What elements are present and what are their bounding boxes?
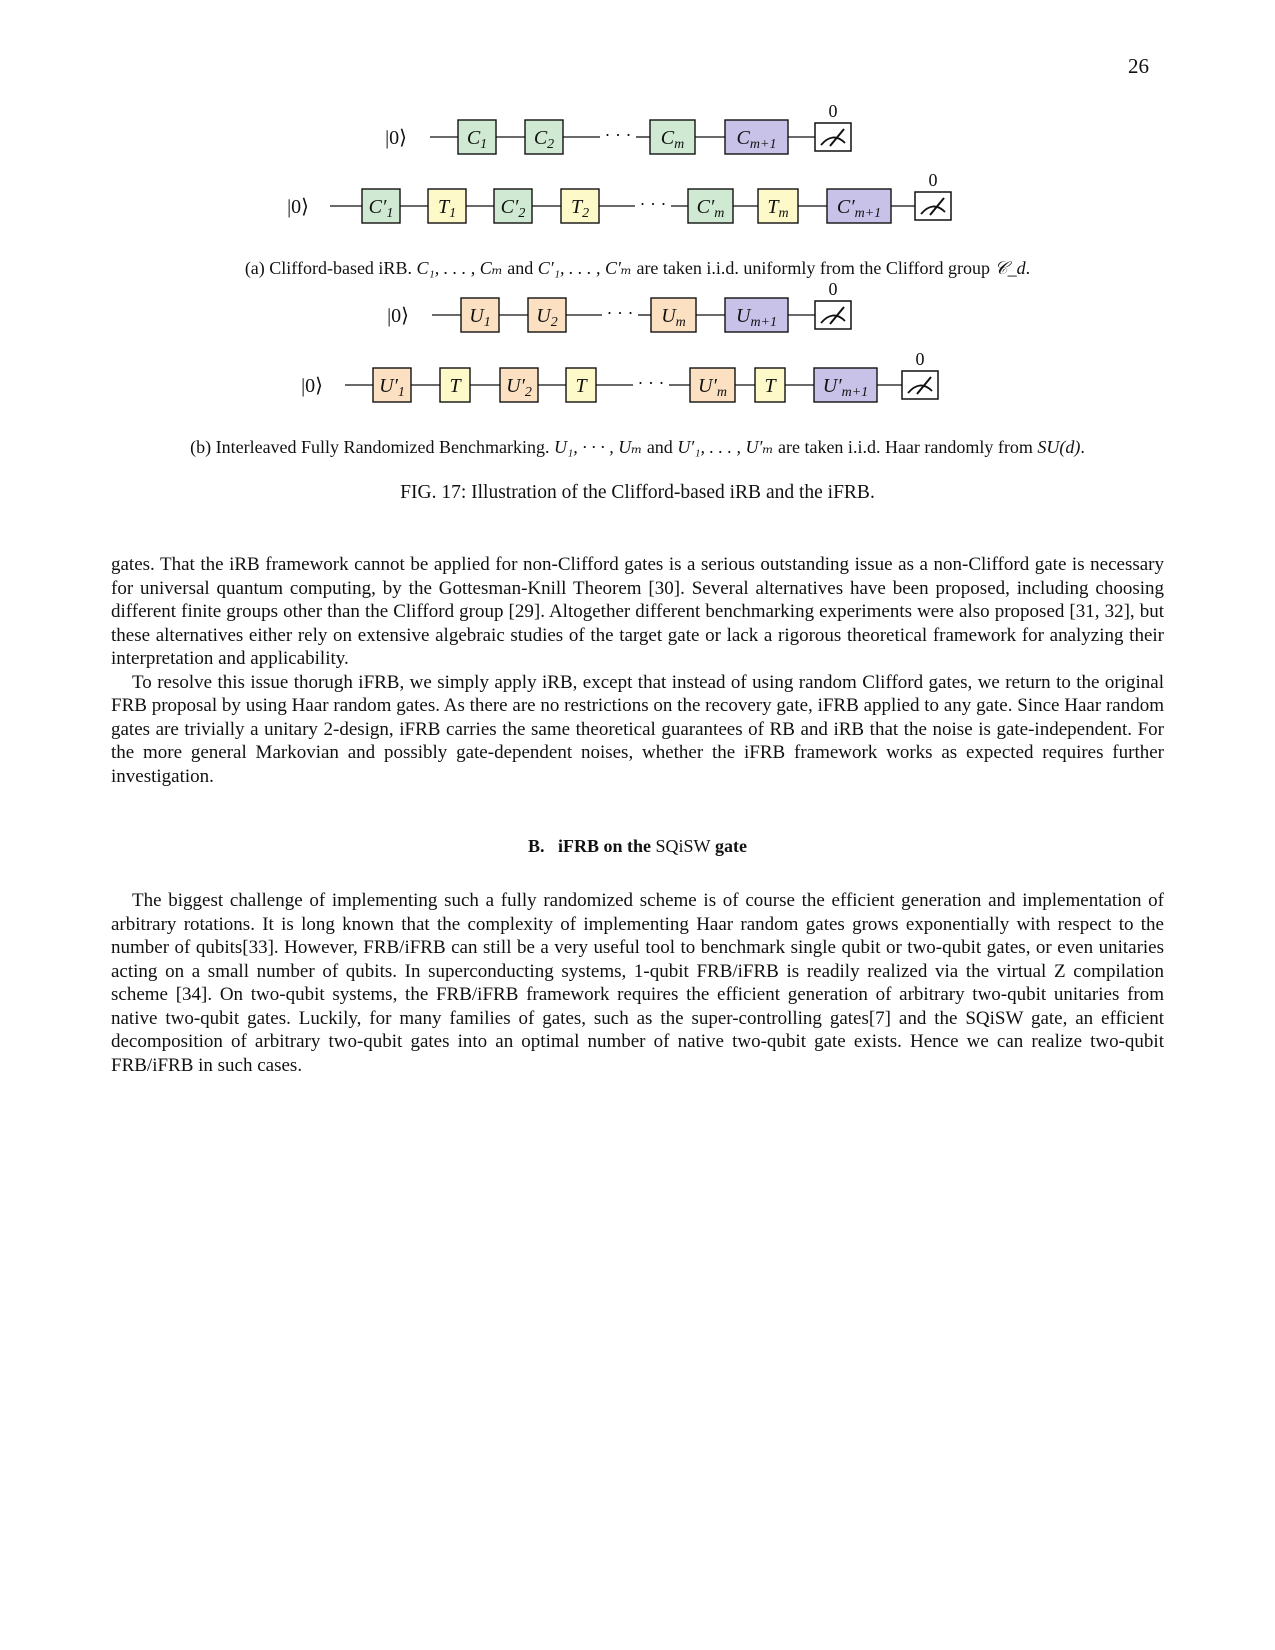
figure-caption: FIG. 17: Illustration of the Clifford-based iRB and the iFRB. bbox=[400, 482, 875, 503]
gate-label: $C'_m$ bbox=[696, 196, 725, 221]
gate-label: $T_2$ bbox=[570, 196, 590, 221]
ellipsis: · · · bbox=[639, 194, 667, 214]
subcaption-b-seq2: U′₁, . . . , U′ₘ bbox=[677, 437, 774, 457]
gate-label: $U_m$ bbox=[661, 305, 686, 330]
subcaption-a-and: and bbox=[502, 258, 538, 278]
gate-label: $U'_m$ bbox=[698, 375, 727, 400]
gate-label: $C'_1$ bbox=[368, 196, 394, 221]
gate-label: T bbox=[449, 375, 461, 397]
section-title: iFRB on the bbox=[558, 836, 652, 856]
subcaption-a-prefix: (a) Clifford-based iRB. bbox=[244, 258, 417, 278]
body-text-block-1 bbox=[111, 553, 1164, 788]
input-state-label: |0⟩ bbox=[287, 196, 309, 218]
gate-label: $U'_{m+1}$ bbox=[822, 375, 869, 400]
subcaption-a-group: 𝒞_d bbox=[994, 258, 1026, 278]
input-state-label: |0⟩ bbox=[385, 127, 407, 149]
body-text-block-2 bbox=[111, 889, 1164, 1077]
gate-label: $C_{m+1}$ bbox=[736, 127, 777, 152]
measurement-outcome: 0 bbox=[828, 279, 838, 299]
gate-label: $T_1$ bbox=[437, 196, 457, 221]
subcaption-a-seq2: C′₁, . . . , C′ₘ bbox=[537, 258, 632, 278]
paragraph-1: gates. That the iRB framework cannot be applied for non-Clifford gates is a serious outstanding issue as a non-Clifford gate is necessary for universal quantum computing, by the Gottesman-Knill Theorem [30]. Several alternatives have been proposed, including choosing different finite groups other than the Clifford group [29]. Altogether different benchmarking experiments were also proposed [31, 32], but these alternatives either rely on extensive algebraic studies of the target gate or lack a rigorous theoretical framework for analyzing their interpretation and applicability. bbox=[111, 554, 1164, 669]
subcaption-a-end: . bbox=[1025, 258, 1031, 278]
paragraph-3: The biggest challenge of implementing such a fully randomized scheme is of course the efficient generation and implementation of arbitrary rotations. It is long known that the complexity of implementing Haar random gates grows exponentially with respect to the number of qubits[33]. However, FRB/iFRB can still be a very useful tool to benchmark single qubit or two-qubit gates, or even unitaries acting on a small number of qubits. In superconducting systems, 1-qubit FRB/iFRB is readily realized via the virtual Z compilation scheme [34]. On two-qubit systems, the FRB/iFRB framework requires the efficient generation of arbitrary two-qubit unitaries from native two-qubit gates. Luckily, for many families of gates, such as the super-controlling gates[7] and the SQiSW gate, an efficient decomposition of arbitrary two-qubit gates into an optimal number of native two-qubit gate exists. Hence we can realize two-qubit FRB/iFRB in such cases. bbox=[111, 890, 1164, 1076]
gate-label: $C'_2$ bbox=[500, 196, 526, 221]
paragraph-2: To resolve this issue thorugh iFRB, we simply apply iRB, except that instead of using random Clifford gates, we return to the original FRB proposal by using Haar random gates. As there are no restrictions on the recovery gate, iFRB applied to any gate. Since Haar random gates are trivially a unitary 2-design, iFRB carries the same theoretical guarantees of RB and iRB that the noise is gate-independent. For the more general Markovian and possibly gate-dependent noises, whether the iFRB framework works as expected requires further investigation. bbox=[111, 671, 1164, 787]
gate-label: $T_m$ bbox=[767, 196, 789, 221]
gate-label: T bbox=[764, 375, 776, 397]
subcaption-b-prefix: (b) Interleaved Fully Randomized Benchmarking. bbox=[190, 437, 555, 457]
circuit-row-a2 bbox=[0, 170, 1275, 234]
ellipsis: · · · bbox=[606, 303, 634, 323]
measurement-outcome: 0 bbox=[828, 101, 838, 121]
gate-label: $C'_{m+1}$ bbox=[836, 196, 882, 221]
subcaption-b-middle: are taken i.i.d. Haar randomly from bbox=[773, 437, 1038, 457]
subcaption-b-and: and bbox=[642, 437, 678, 457]
subcaption-a bbox=[0, 257, 1275, 279]
gate-label: $U_2$ bbox=[536, 305, 558, 330]
section-title-gate: SQiSW bbox=[655, 836, 711, 856]
gate-label: $C_1$ bbox=[466, 127, 488, 152]
measurement-outcome: 0 bbox=[915, 349, 925, 369]
subcaption-b-group: SU(d) bbox=[1037, 437, 1081, 457]
subcaption-b bbox=[0, 436, 1275, 458]
section-number: B. bbox=[527, 836, 545, 856]
section-heading bbox=[0, 836, 1275, 857]
gate-label: T bbox=[575, 375, 587, 397]
subcaption-a-middle: are taken i.i.d. uniformly from the Clifford group bbox=[631, 258, 995, 278]
gate-label: $U_1$ bbox=[469, 305, 491, 330]
subcaption-b-end: . bbox=[1080, 437, 1085, 457]
input-state-label: |0⟩ bbox=[387, 305, 409, 327]
gate-label: $C_2$ bbox=[533, 127, 555, 152]
circuit-row-b1 bbox=[0, 279, 1275, 343]
subcaption-a-seq1: C₁, . . . , Cₘ bbox=[416, 258, 503, 278]
input-state-label: |0⟩ bbox=[301, 375, 323, 397]
gate-label: $U_{m+1}$ bbox=[735, 305, 778, 330]
page-number: 26 bbox=[1128, 54, 1149, 78]
circuit-row-b2 bbox=[0, 349, 1275, 413]
gate-label: $U'_2$ bbox=[506, 375, 532, 400]
gate-label: $U'_1$ bbox=[379, 375, 405, 400]
ellipsis: · · · bbox=[604, 125, 632, 145]
subcaption-b-seq1: U₁, · · · , Uₘ bbox=[554, 437, 643, 457]
ellipsis: · · · bbox=[637, 373, 665, 393]
measurement-outcome: 0 bbox=[928, 170, 938, 190]
circuit-row-a1 bbox=[0, 101, 1275, 165]
gate-label: $C_m$ bbox=[660, 127, 685, 152]
section-title-end: gate bbox=[715, 836, 748, 856]
